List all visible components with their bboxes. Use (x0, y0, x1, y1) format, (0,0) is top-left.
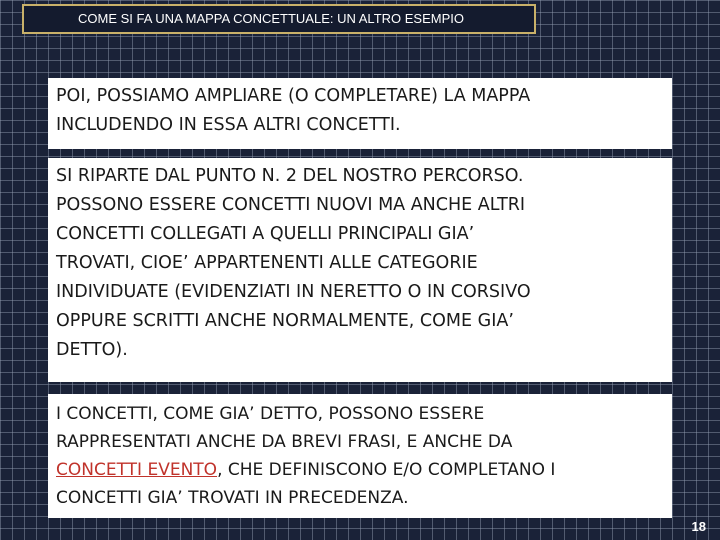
slide-title: COME SI FA UNA MAPPA CONCETTUALE: UN ALTRO ESEMPIO (22, 4, 536, 34)
text-line: TROVATI, CIOE’ APPARTENENTI ALLE CATEGORIE (56, 253, 478, 273)
text-line: RAPPRESENTATI ANCHE DA BREVI FRASI, E ANCHE DA (56, 432, 513, 452)
text-box-intro (48, 78, 672, 149)
text-line: I CONCETTI, COME GIA’ DETTO, POSSONO ESSERE (56, 404, 485, 424)
concetti-evento-highlight: CONCETTI EVENTO (56, 460, 218, 480)
text-line-with-highlight (56, 456, 664, 484)
text-line: OPPURE SCRITTI ANCHE NORMALMENTE, COME GIA’ (56, 311, 514, 331)
text-box-concetti (48, 394, 672, 518)
text-line: POSSONO ESSERE CONCETTI NUOVI MA ANCHE ALTRI (56, 195, 526, 215)
text-fragment: , CHE DEFINISCONO E/O COMPLETANO I (217, 460, 556, 480)
text-line: POI, POSSIAMO AMPLIARE (O COMPLETARE) LA MAPPA (56, 86, 531, 106)
text-line: DETTO). (56, 340, 128, 360)
text-box-details (48, 158, 672, 382)
text-line: CONCETTI COLLEGATI A QUELLI PRINCIPALI GIA’ (56, 224, 475, 244)
page-number: 18 (691, 519, 706, 534)
text-line: INCLUDENDO IN ESSA ALTRI CONCETTI. (56, 115, 401, 135)
text-line: SI RIPARTE DAL PUNTO N. 2 DEL NOSTRO PERCORSO. (56, 166, 524, 186)
text-line: INDIVIDUATE (EVIDENZIATI IN NERETTO O IN CORSIVO (56, 282, 531, 302)
text-line: CONCETTI GIA’ TROVATI IN PRECEDENZA. (56, 488, 409, 508)
